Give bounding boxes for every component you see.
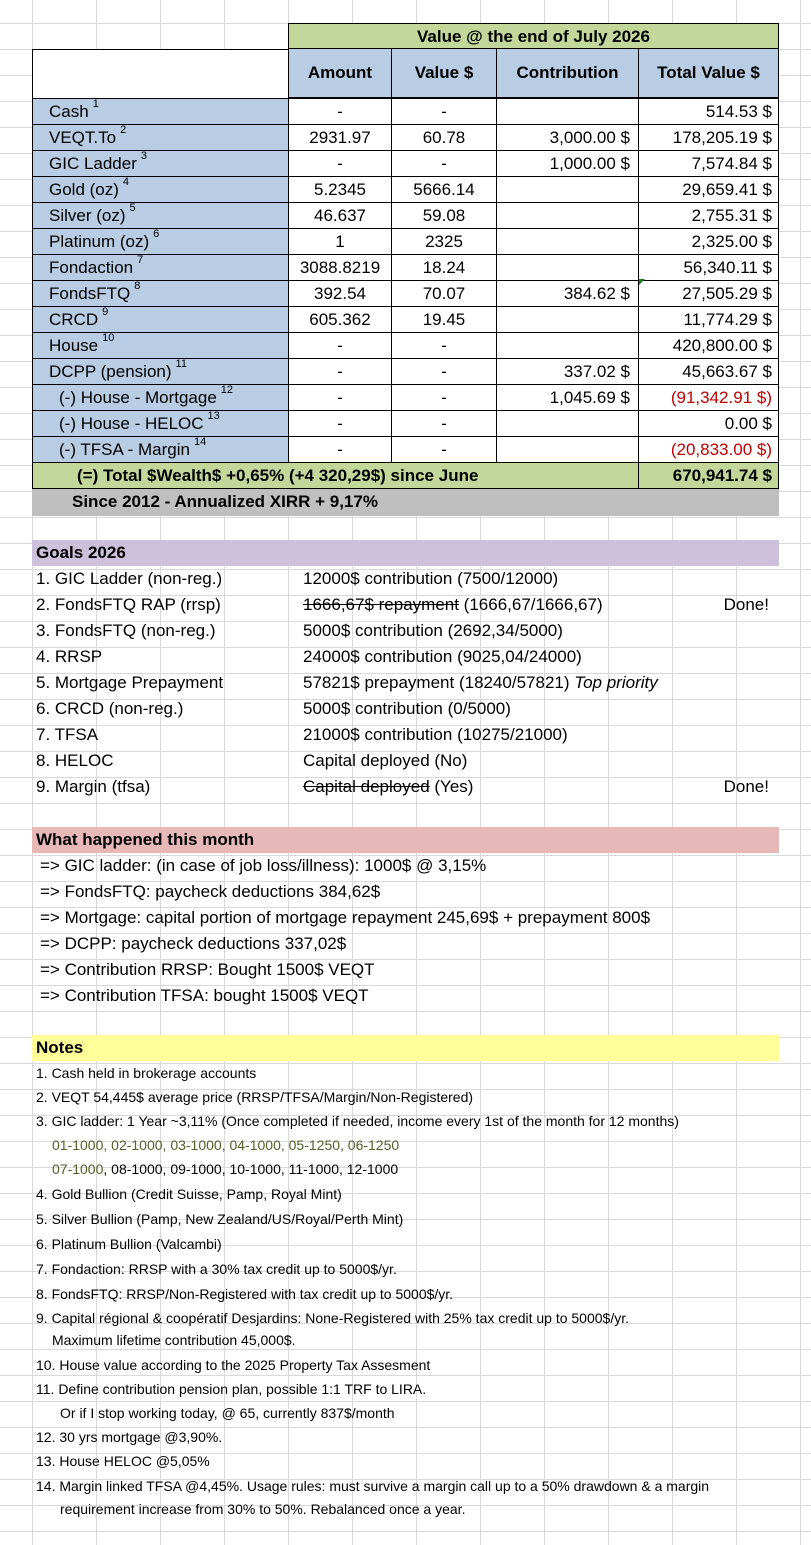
footnote-ref: 3 bbox=[140, 150, 148, 162]
note-line bbox=[52, 1157, 398, 1181]
goal-name: 5. Mortgage Prepayment bbox=[36, 673, 224, 692]
table-title: Value @ the end of July 2026 bbox=[288, 23, 779, 49]
note-text: 10. House value according to the 2025 Property Tax Assesment bbox=[36, 1357, 431, 1373]
row-total-cell: 420,800.00 $ bbox=[638, 332, 779, 359]
goal-strike: 1666,67$ repayment bbox=[303, 595, 459, 614]
goal-name: 8. HELOC bbox=[36, 751, 114, 770]
row-total-cell: 7,574.84 $ bbox=[638, 150, 779, 177]
footnote-ref: 9 bbox=[102, 306, 109, 318]
col-header-value: Value $ bbox=[391, 48, 497, 98]
note-text: 01-1000, 02-1000, 03-1000, 04-1000, 05-1250, 06-1250 bbox=[52, 1137, 400, 1153]
row-total-cell: 45,663.67 $ bbox=[638, 358, 779, 385]
notes-title: Notes bbox=[32, 1035, 779, 1061]
happened-item: => DCPP: paycheck deductions 337,02$ bbox=[40, 934, 347, 953]
row-value-cell: - bbox=[391, 98, 497, 125]
row-contribution-cell bbox=[496, 436, 639, 463]
footnote-ref: 2 bbox=[120, 124, 127, 136]
note-line bbox=[36, 1257, 397, 1281]
row-contribution-cell bbox=[496, 306, 639, 333]
footnote-ref: 1 bbox=[92, 98, 99, 110]
row-value-cell: - bbox=[391, 410, 497, 437]
row-amount-cell: 2931.97 bbox=[288, 124, 392, 151]
row-amount-cell: 3088.8219 bbox=[288, 254, 392, 281]
row-label: CRCD bbox=[49, 310, 99, 329]
row-contribution-cell bbox=[496, 176, 639, 203]
xirr-summary: Since 2012 - Annualized XIRR + 9,17% bbox=[32, 489, 779, 516]
note-line bbox=[52, 1328, 296, 1352]
happened-title: What happened this month bbox=[32, 827, 779, 853]
note-line bbox=[60, 1497, 465, 1521]
row-total-cell: 178,205.19 $ bbox=[638, 124, 779, 151]
goal-name: 2. FondsFTQ RAP (rrsp) bbox=[36, 595, 221, 614]
row-value-cell: 19.45 bbox=[391, 306, 497, 333]
row-amount-cell: 1 bbox=[288, 228, 392, 255]
row-amount-cell: - bbox=[288, 436, 392, 463]
row-contribution-cell bbox=[496, 228, 639, 255]
col-header-amount: Amount bbox=[288, 48, 392, 98]
row-contribution-cell: 1,045.69 $ bbox=[496, 384, 639, 411]
note-line bbox=[36, 1306, 629, 1330]
row-label-cell bbox=[32, 202, 289, 229]
col-header-total: Total Value $ bbox=[638, 48, 779, 98]
row-value-cell: 18.24 bbox=[391, 254, 497, 281]
row-label-cell bbox=[32, 332, 289, 359]
footnote-ref: 4 bbox=[122, 176, 130, 188]
row-label-cell bbox=[32, 176, 289, 203]
row-label: Silver (oz) bbox=[49, 206, 126, 225]
note-text: 14. Margin linked TFSA @4,45%. Usage rules: must survive a margin call up to a 50% drawdown & a margin bbox=[36, 1478, 710, 1494]
row-total-cell: 0.00 $ bbox=[638, 410, 779, 437]
goal-detail: 5000$ contribution (2692,34/5000) bbox=[303, 621, 563, 640]
goals-title: Goals 2026 bbox=[32, 540, 779, 566]
row-label-cell bbox=[32, 358, 289, 385]
row-value-cell: 5666.14 bbox=[391, 176, 497, 203]
goal-detail: 24000$ contribution (9025,04/24000) bbox=[303, 647, 582, 666]
note-line bbox=[36, 1282, 453, 1306]
row-contribution-cell bbox=[496, 202, 639, 229]
goal-detail: (Yes) bbox=[429, 777, 474, 796]
row-label: (-) TFSA - Margin bbox=[59, 440, 190, 459]
note-line bbox=[60, 1401, 395, 1425]
row-total-cell: 29,659.41 $ bbox=[638, 176, 779, 203]
row-total-cell: 27,505.29 $ bbox=[638, 280, 779, 307]
goal-detail: (1666,67/1666,67) bbox=[458, 595, 603, 614]
row-total-cell: 56,340.11 $ bbox=[638, 254, 779, 281]
row-amount-cell: 5.2345 bbox=[288, 176, 392, 203]
row-total-cell: (91,342.91 $) bbox=[638, 384, 779, 411]
row-value-cell: 60.78 bbox=[391, 124, 497, 151]
row-label: GIC Ladder bbox=[49, 154, 137, 173]
footnote-ref: 7 bbox=[137, 254, 144, 266]
note-text: 11. Define contribution pension plan, possible 1:1 TRF to LIRA. bbox=[36, 1381, 427, 1397]
row-contribution-cell bbox=[496, 410, 639, 437]
row-label: Gold (oz) bbox=[49, 180, 119, 199]
goal-detail-line bbox=[303, 592, 603, 618]
row-label-cell bbox=[32, 228, 289, 255]
goal-detail: 57821$ prepayment (18240/57821) bbox=[303, 673, 575, 692]
note-line bbox=[36, 1474, 709, 1498]
row-label: Platinum (oz) bbox=[49, 232, 150, 251]
goal-detail: 5000$ contribution (0/5000) bbox=[303, 699, 511, 718]
footnote-ref: 12 bbox=[220, 384, 234, 396]
row-label-cell bbox=[32, 306, 289, 333]
footnote-ref: 5 bbox=[129, 202, 136, 214]
row-amount-cell: 46.637 bbox=[288, 202, 392, 229]
goal-detail-line bbox=[303, 618, 563, 644]
footnote-ref: 8 bbox=[134, 280, 141, 292]
note-line bbox=[36, 1207, 403, 1231]
row-label-cell bbox=[32, 436, 289, 463]
row-amount-cell: 392.54 bbox=[288, 280, 392, 307]
row-amount-cell: - bbox=[288, 150, 392, 177]
footnote-ref: 11 bbox=[175, 358, 187, 370]
goal-detail: 12000$ contribution (7500/12000) bbox=[303, 569, 559, 588]
row-value-cell: 70.07 bbox=[391, 280, 497, 307]
happened-item: => FondsFTQ: paycheck deductions 384,62$ bbox=[40, 882, 381, 901]
row-contribution-cell: 3,000.00 $ bbox=[496, 124, 639, 151]
note-line bbox=[36, 1449, 210, 1473]
goal-priority: Top priority bbox=[574, 673, 658, 692]
footnote-ref: 13 bbox=[207, 410, 220, 422]
note-line bbox=[36, 1425, 222, 1449]
row-contribution-cell: 1,000.00 $ bbox=[496, 150, 639, 177]
total-wealth-value: 670,941.74 $ bbox=[638, 462, 779, 489]
note-line bbox=[36, 1109, 679, 1133]
row-total-cell: 514.53 $ bbox=[638, 98, 779, 125]
row-label: (-) House - Mortgage bbox=[59, 388, 217, 407]
goal-detail: Capital deployed (No) bbox=[303, 751, 468, 770]
row-value-cell: - bbox=[391, 332, 497, 359]
row-value-cell: 59.08 bbox=[391, 202, 497, 229]
footnote-ref: 14 bbox=[193, 436, 207, 448]
header-corner bbox=[32, 49, 289, 98]
row-label-cell bbox=[32, 280, 289, 307]
row-value-cell: 2325 bbox=[391, 228, 497, 255]
row-contribution-cell bbox=[496, 254, 639, 281]
note-text: 13. House HELOC @5,05% bbox=[36, 1453, 210, 1469]
goal-detail-line bbox=[303, 722, 568, 748]
row-contribution-cell bbox=[496, 332, 639, 359]
row-amount-cell: - bbox=[288, 332, 392, 359]
goal-status: Done! bbox=[723, 777, 769, 796]
row-label-cell bbox=[32, 410, 289, 437]
note-text: 6. Platinum Bullion (Valcambi) bbox=[36, 1236, 222, 1252]
goal-name: 7. TFSA bbox=[36, 725, 99, 744]
note-text: 07-1000 bbox=[52, 1161, 104, 1177]
row-label: House bbox=[49, 336, 99, 355]
note-line bbox=[36, 1232, 222, 1256]
goal-name: 9. Margin (tfsa) bbox=[36, 777, 151, 796]
note-text: 5. Silver Bullion (Pamp, New Zealand/US/Royal/Perth Mint) bbox=[36, 1211, 404, 1227]
note-line bbox=[36, 1085, 473, 1109]
row-label-cell bbox=[32, 150, 289, 177]
note-text: , 08-1000, 09-1000, 10-1000, 11-1000, 12-1000 bbox=[103, 1161, 399, 1177]
row-total-cell: 2,755.31 $ bbox=[638, 202, 779, 229]
goal-detail-line bbox=[303, 696, 511, 722]
goal-name: 4. RRSP bbox=[36, 647, 103, 666]
happened-item: => GIC ladder: (in case of job loss/illness): 1000$ @ 3,15% bbox=[40, 856, 487, 875]
goal-detail-line bbox=[303, 748, 467, 774]
row-amount-cell: - bbox=[288, 358, 392, 385]
row-amount-cell: - bbox=[288, 384, 392, 411]
note-line bbox=[36, 1061, 256, 1085]
goal-detail-line bbox=[303, 670, 658, 696]
row-label-cell bbox=[32, 124, 289, 151]
note-line bbox=[36, 1353, 430, 1377]
goal-detail: 21000$ contribution (10275/21000) bbox=[303, 725, 568, 744]
goal-name: 3. FondsFTQ (non-reg.) bbox=[36, 621, 216, 640]
row-total-cell: 2,325.00 $ bbox=[638, 228, 779, 255]
note-line bbox=[52, 1133, 399, 1157]
goal-name: 1. GIC Ladder (non-reg.) bbox=[36, 569, 223, 588]
row-label: FondsFTQ bbox=[49, 284, 131, 303]
row-amount-cell: 605.362 bbox=[288, 306, 392, 333]
row-contribution-cell: 384.62 $ bbox=[496, 280, 639, 307]
total-wealth-label: (=) Total $Wealth$ +0,65% (+4 320,29$) since June bbox=[32, 462, 639, 489]
row-label-cell bbox=[32, 254, 289, 281]
comment-indicator bbox=[639, 279, 645, 285]
col-header-contribution: Contribution bbox=[496, 48, 639, 98]
note-text: 3. GIC ladder: 1 Year ~3,11% (Once completed if needed, income every 1st of the month for 12 months) bbox=[36, 1113, 679, 1129]
row-amount-cell: - bbox=[288, 98, 392, 125]
footnote-ref: 10 bbox=[102, 332, 115, 344]
note-text: Maximum lifetime contribution 45,000$. bbox=[52, 1332, 296, 1348]
happened-item: => Contribution RRSP: Bought 1500$ VEQT bbox=[40, 960, 375, 979]
row-label: DCPP (pension) bbox=[49, 362, 172, 381]
goal-detail-line bbox=[303, 566, 558, 592]
row-label: VEQT.To bbox=[49, 128, 117, 147]
note-text: 4. Gold Bullion (Credit Suisse, Pamp, Royal Mint) bbox=[36, 1186, 342, 1202]
note-line bbox=[36, 1377, 426, 1401]
row-value-cell: - bbox=[391, 150, 497, 177]
row-contribution-cell bbox=[496, 98, 639, 125]
row-amount-cell: - bbox=[288, 410, 392, 437]
goal-strike: Capital deployed bbox=[303, 777, 430, 796]
row-total-cell: 11,774.29 $ bbox=[638, 306, 779, 333]
happened-item: => Contribution TFSA: bought 1500$ VEQT bbox=[40, 986, 369, 1005]
note-text: Or if I stop working today, @ 65, currently 837$/month bbox=[60, 1405, 395, 1421]
note-text: requirement increase from 30% to 50%. Rebalanced once a year. bbox=[60, 1501, 466, 1517]
row-total-cell: (20,833.00 $) bbox=[638, 436, 779, 463]
row-label: (-) House - HELOC bbox=[59, 414, 204, 433]
note-text: 1. Cash held in brokerage accounts bbox=[36, 1065, 257, 1081]
note-text: 8. FondsFTQ: RRSP/Non-Registered with tax credit up to 5000$/yr. bbox=[36, 1286, 454, 1302]
footnote-ref: 6 bbox=[153, 228, 160, 240]
row-label-cell bbox=[32, 98, 289, 125]
goal-name: 6. CRCD (non-reg.) bbox=[36, 699, 184, 718]
note-text: 2. VEQT 54,445$ average price (RRSP/TFSA/Margin/Non-Registered) bbox=[36, 1089, 474, 1105]
goal-detail-line bbox=[303, 774, 473, 800]
row-value-cell: - bbox=[391, 358, 497, 385]
note-text: 7. Fondaction: RRSP with a 30% tax credit up to 5000$/yr. bbox=[36, 1261, 397, 1277]
row-label: Fondaction bbox=[49, 258, 134, 277]
row-label: Cash bbox=[49, 102, 89, 121]
row-contribution-cell: 337.02 $ bbox=[496, 358, 639, 385]
row-value-cell: - bbox=[391, 384, 497, 411]
note-text: 9. Capital régional & coopératif Desjardins: None-Registered with 25% tax credit up to 5000$/yr. bbox=[36, 1310, 629, 1326]
happened-item: => Mortgage: capital portion of mortgage repayment 245,69$ + prepayment 800$ bbox=[40, 908, 651, 927]
row-value-cell: - bbox=[391, 436, 497, 463]
note-text: 12. 30 yrs mortgage @3,90%. bbox=[36, 1429, 223, 1445]
goal-detail-line bbox=[303, 644, 582, 670]
goal-status: Done! bbox=[723, 595, 769, 614]
row-label-cell bbox=[32, 384, 289, 411]
note-line bbox=[36, 1182, 342, 1206]
